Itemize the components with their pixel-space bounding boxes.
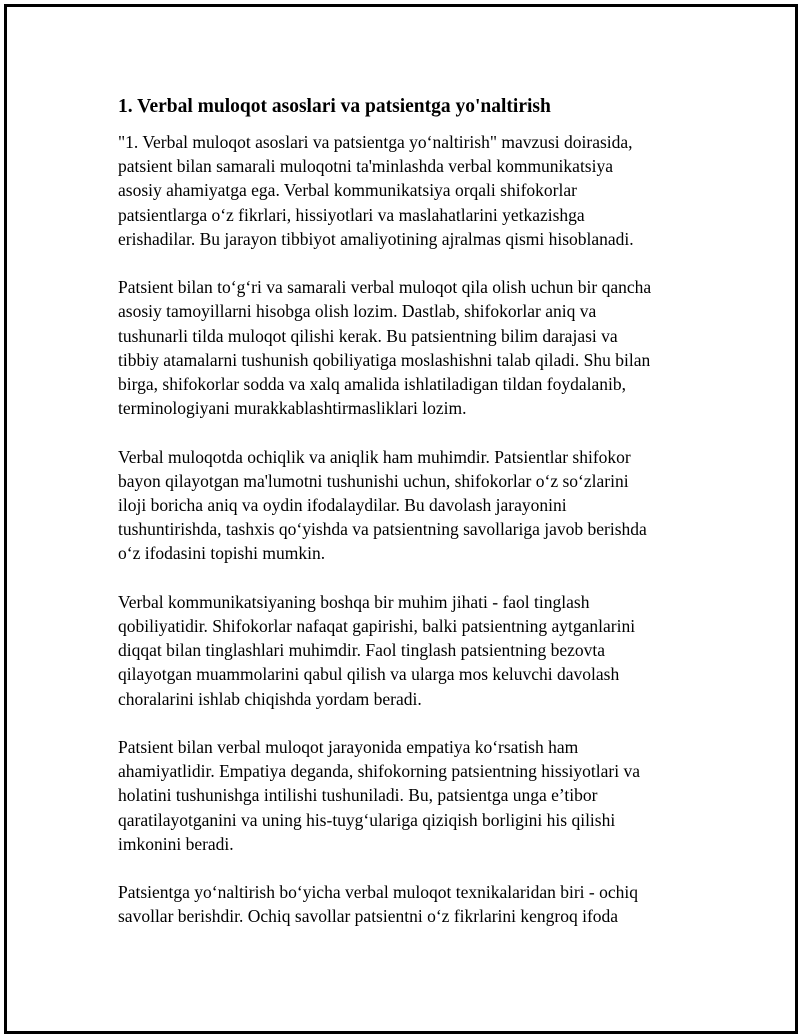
text-line: Patsient bilan verbal muloqot jarayonida empatiya ko‘rsatish ham [118, 737, 579, 758]
text-line: tushunarli tilda muloqot qilishi kerak. Bu patsientning bilim darajasi va [118, 325, 618, 346]
document-body [118, 94, 688, 929]
text-line: ahamiyatlidir. Empatiya deganda, shifokorning patsientning hissiyotlari va [118, 761, 640, 782]
text-line: patsientlarga o‘z fikrlari, hissiyotlari va maslahatlarini yetkazishga [118, 204, 585, 225]
text-line: imkonini beradi. [118, 833, 234, 854]
paragraph-2 [118, 275, 688, 420]
text-line: Verbal kommunikatsiyaning boshqa bir muhim jihati - faol tinglash [118, 591, 590, 612]
paragraph-1 [118, 130, 688, 251]
text-line: iloji boricha aniq va oydin ifodalaydilar. Bu davolash jarayonini [118, 495, 567, 516]
text-line: "1. Verbal muloqot asoslari va patsientga yo‘naltirish" mavzusi doirasida, [118, 132, 633, 152]
text-line: choralarini ishlab chiqishda yordam beradi. [118, 688, 422, 709]
paragraph-3 [118, 445, 688, 566]
text-line: qobiliyatidir. Shifokorlar nafaqat gapirishi, balki patsientning aytganlarini [118, 616, 636, 637]
text-line: Verbal muloqotda ochiqlik va aniqlik ham muhimdir. Patsientlar shifokor [118, 446, 631, 467]
text-line: bayon qilayotgan ma'lumotni tushunishi uchun, shifokorlar o‘z so‘zlarini [118, 470, 629, 491]
text-line: diqqat bilan tinglashlari muhimdir. Faol tinglash patsientning bezovta [118, 640, 606, 661]
text-line: Patsientga yo‘naltirish bo‘yicha verbal muloqot texnikalaridan biri - ochiq [118, 882, 639, 903]
text-line: tushuntirishda, tashxis qo‘yishda va patsientning savollariga javob berishda [118, 519, 647, 540]
text-line: holatini tushunishga intilishi tushuniladi. Bu, patsientga unga e’tibor [118, 785, 598, 806]
text-line: patsient bilan samarali muloqotni ta'minlashda verbal kommunikatsiya [118, 156, 613, 177]
text-line: tibbiy atamalarni tushunish qobiliyatiga moslashishni talab qiladi. Shu bilan [118, 349, 651, 370]
text-line: terminologiyani murakkablashtirmasliklari lozim. [118, 398, 467, 419]
paragraph-6 [118, 880, 688, 928]
section-heading: 1. Verbal muloqot asoslari va patsientga yo'naltirish [118, 96, 551, 117]
text-line: qilayotgan muammolarini qabul qilish va ularga mos keluvchi davolash [118, 664, 620, 685]
text-line: savollar berishdir. Ochiq savollar patsientni o‘z fikrlarini kengroq ifoda [118, 906, 619, 927]
text-line: birga, shifokorlar sodda va xalq amalida ishlatiladigan tildan foydalanib, [118, 374, 627, 395]
text-line: erishadilar. Bu jarayon tibbiyot amaliyotining ajralmas qismi hisoblanadi. [118, 228, 634, 249]
paragraph-5 [118, 735, 688, 856]
text-line: asosiy tamoyillarni hisobga olish lozim. Dastlab, shifokorlar aniq va [118, 301, 597, 322]
text-line: asosiy ahamiyatga ega. Verbal kommunikatsiya orqali shifokorlar [118, 180, 577, 201]
paragraph-4 [118, 590, 688, 711]
text-line: qaratilayotganini va uning his-tuyg‘ulariga qiziqish borligini his qilishi [118, 809, 616, 830]
text-line: o‘z ifodasini topishi mumkin. [118, 543, 326, 564]
text-line: Patsient bilan to‘g‘ri va samarali verbal muloqot qila olish uchun bir qancha [118, 277, 652, 298]
